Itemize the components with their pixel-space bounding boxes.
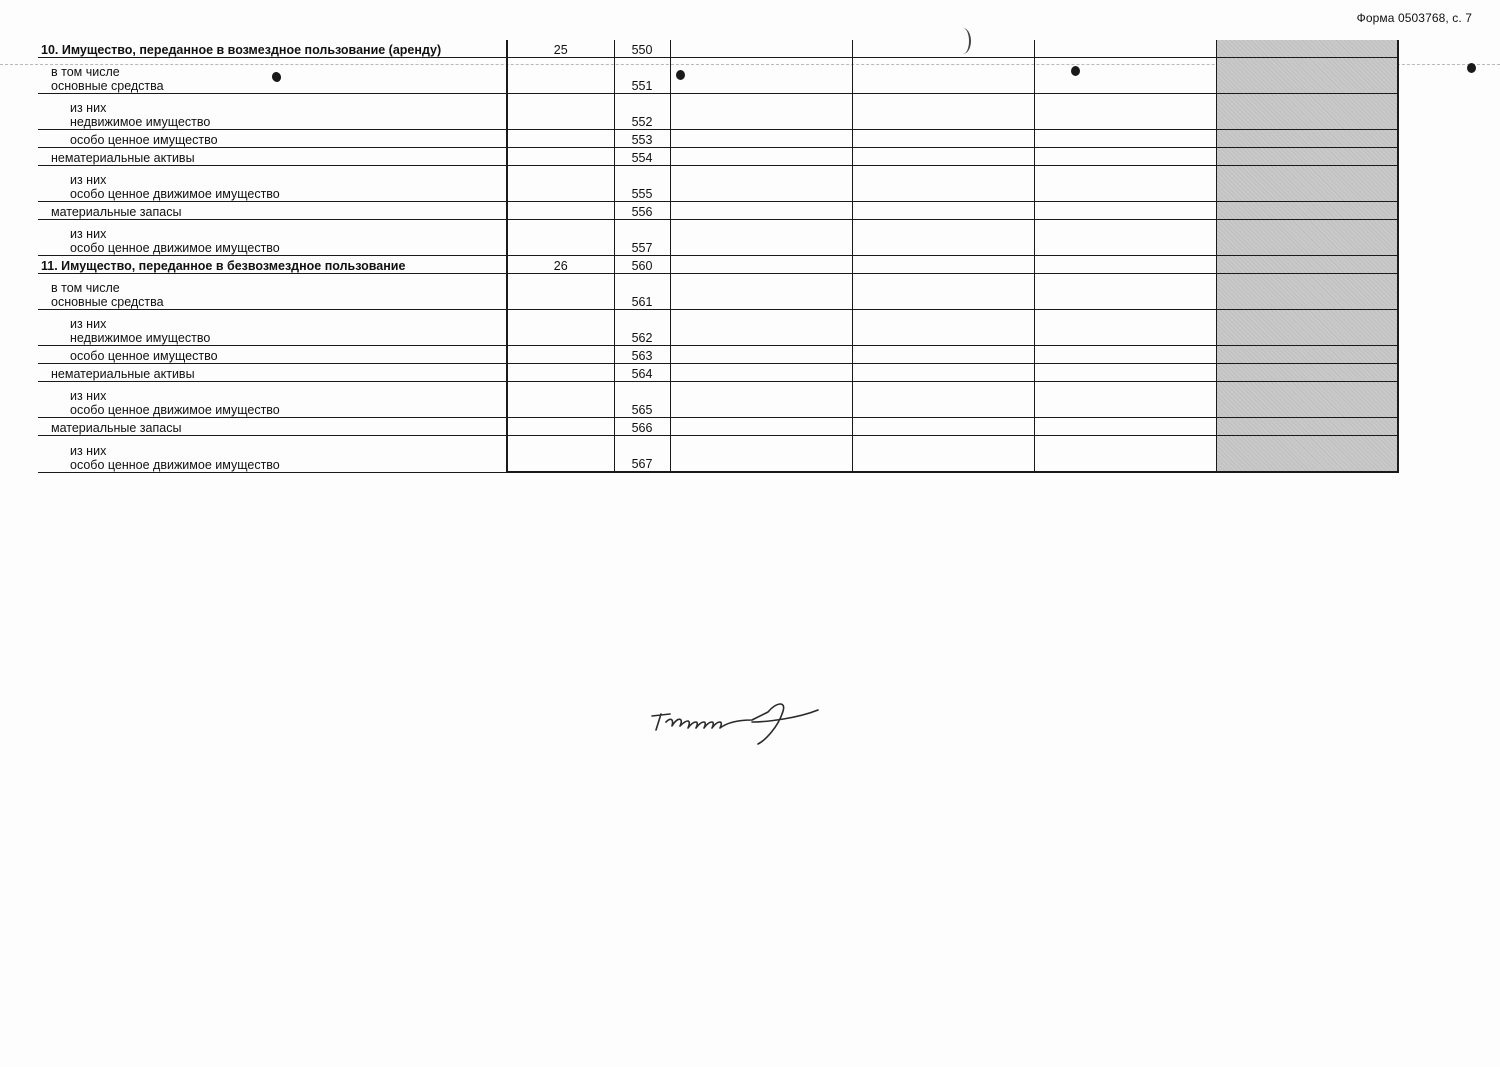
value-cell (852, 148, 1034, 166)
note-number-cell (507, 202, 614, 220)
value-cell (1034, 274, 1216, 310)
value-cell (852, 220, 1034, 256)
signature (648, 692, 823, 750)
value-cell (852, 364, 1034, 382)
value-cell (852, 436, 1034, 473)
value-cell (670, 346, 852, 364)
row-label-prefix: из них (70, 227, 107, 241)
table-row (38, 94, 1398, 130)
line-code-cell: 554 (614, 148, 670, 166)
line-code-cell: 557 (614, 220, 670, 256)
row-label: 10. Имущество, переданное в возмездное пользование (аренду) (38, 40, 507, 58)
shaded-value-cell (1216, 40, 1398, 58)
note-number-cell (507, 220, 614, 256)
row-label: особо ценное имущество (38, 130, 507, 148)
table-row (38, 274, 1398, 310)
note-number-cell (507, 436, 614, 473)
shaded-value-cell (1216, 418, 1398, 436)
line-code-cell: 561 (614, 274, 670, 310)
table-row (38, 202, 1398, 220)
value-cell (670, 202, 852, 220)
note-number-cell (507, 382, 614, 418)
table-body (38, 40, 1398, 472)
row-label-prefix: в том числе (51, 281, 120, 295)
note-number-cell (507, 364, 614, 382)
row-label: нематериальные активы (38, 364, 507, 382)
line-code-cell: 562 (614, 310, 670, 346)
table-row (38, 364, 1398, 382)
shaded-value-cell (1216, 166, 1398, 202)
note-number-cell (507, 274, 614, 310)
row-label-text: недвижимое имущество (70, 331, 211, 345)
shaded-value-cell (1216, 256, 1398, 274)
line-code-cell: 555 (614, 166, 670, 202)
table-row (38, 418, 1398, 436)
value-cell (852, 274, 1034, 310)
value-cell (1034, 418, 1216, 436)
value-cell (670, 418, 852, 436)
value-cell (1034, 130, 1216, 148)
value-cell (1034, 364, 1216, 382)
line-code-cell: 551 (614, 58, 670, 94)
value-cell (670, 436, 852, 473)
row-label-prefix: в том числе (51, 65, 120, 79)
row-label: материальные запасы (38, 202, 507, 220)
line-code-cell: 553 (614, 130, 670, 148)
value-cell (852, 418, 1034, 436)
table-row (38, 166, 1398, 202)
value-cell (852, 256, 1034, 274)
value-cell (670, 40, 852, 58)
row-label-text: особо ценное движимое имущество (70, 403, 280, 417)
row-label (38, 94, 507, 130)
row-label-text: основные средства (51, 295, 164, 309)
value-cell (852, 202, 1034, 220)
row-label (38, 382, 507, 418)
table-row (38, 436, 1398, 473)
note-number-cell (507, 94, 614, 130)
form-number: Форма 0503768, с. 7 (1356, 11, 1472, 25)
line-code-cell: 563 (614, 346, 670, 364)
note-number-cell (507, 58, 614, 94)
table-row (38, 148, 1398, 166)
value-cell (670, 220, 852, 256)
shaded-value-cell (1216, 364, 1398, 382)
row-label-prefix: из них (70, 389, 107, 403)
value-cell (852, 382, 1034, 418)
note-number-cell (507, 418, 614, 436)
value-cell (670, 94, 852, 130)
shaded-value-cell (1216, 148, 1398, 166)
shaded-value-cell (1216, 130, 1398, 148)
line-code-cell: 552 (614, 94, 670, 130)
line-code-cell: 566 (614, 418, 670, 436)
value-cell (670, 364, 852, 382)
value-cell (852, 346, 1034, 364)
note-number-cell (507, 346, 614, 364)
row-label-text: недвижимое имущество (70, 115, 211, 129)
note-number-cell (507, 130, 614, 148)
value-cell (1034, 256, 1216, 274)
shaded-value-cell (1216, 382, 1398, 418)
value-cell (670, 310, 852, 346)
line-code-cell: 564 (614, 364, 670, 382)
row-label (38, 436, 507, 473)
value-cell (852, 94, 1034, 130)
row-label: особо ценное имущество (38, 346, 507, 364)
value-cell (1034, 346, 1216, 364)
row-label-text: особо ценное движимое имущество (70, 241, 280, 255)
row-label-prefix: из них (70, 101, 107, 115)
shaded-value-cell (1216, 346, 1398, 364)
row-label-prefix: из них (70, 443, 107, 458)
value-cell (852, 58, 1034, 94)
value-cell (1034, 202, 1216, 220)
row-label: нематериальные активы (38, 148, 507, 166)
line-code-cell: 565 (614, 382, 670, 418)
table-row (38, 310, 1398, 346)
value-cell (852, 40, 1034, 58)
shaded-value-cell (1216, 58, 1398, 94)
row-label-text: особо ценное движимое имущество (70, 187, 280, 201)
shaded-value-cell (1216, 436, 1398, 473)
value-cell (670, 166, 852, 202)
shaded-value-cell (1216, 202, 1398, 220)
table-row (38, 346, 1398, 364)
value-cell (670, 58, 852, 94)
shaded-value-cell (1216, 274, 1398, 310)
table-row (38, 382, 1398, 418)
line-code-cell: 556 (614, 202, 670, 220)
value-cell (1034, 94, 1216, 130)
value-cell (670, 256, 852, 274)
line-code-cell: 567 (614, 436, 670, 473)
value-cell (670, 382, 852, 418)
note-number-cell (507, 166, 614, 202)
table-row (38, 220, 1398, 256)
value-cell (1034, 148, 1216, 166)
line-code-cell: 560 (614, 256, 670, 274)
shaded-value-cell (1216, 310, 1398, 346)
value-cell (1034, 166, 1216, 202)
value-cell (1034, 40, 1216, 58)
table-row (38, 256, 1398, 274)
shaded-value-cell (1216, 220, 1398, 256)
note-number-cell: 26 (507, 256, 614, 274)
value-cell (852, 166, 1034, 202)
row-label (38, 166, 507, 202)
row-label-text: основные средства (51, 79, 164, 93)
row-label (38, 274, 507, 310)
value-cell (1034, 220, 1216, 256)
row-label-text: особо ценное движимое имущество (70, 457, 280, 472)
value-cell (852, 130, 1034, 148)
table-row (38, 130, 1398, 148)
line-code-cell: 550 (614, 40, 670, 58)
row-label (38, 58, 507, 94)
note-number-cell: 25 (507, 40, 614, 58)
punch-hole-mark (1467, 63, 1476, 73)
row-label (38, 220, 507, 256)
row-label: материальные запасы (38, 418, 507, 436)
value-cell (1034, 310, 1216, 346)
value-cell (1034, 436, 1216, 473)
row-label: 11. Имущество, переданное в безвозмездное пользование (38, 256, 507, 274)
value-cell (1034, 58, 1216, 94)
table-row (38, 58, 1398, 94)
row-label (38, 310, 507, 346)
value-cell (670, 274, 852, 310)
value-cell (1034, 382, 1216, 418)
note-number-cell (507, 310, 614, 346)
row-label-prefix: из них (70, 317, 107, 331)
value-cell (852, 310, 1034, 346)
table-row (38, 40, 1398, 58)
note-number-cell (507, 148, 614, 166)
row-label-prefix: из них (70, 173, 107, 187)
value-cell (670, 130, 852, 148)
shaded-value-cell (1216, 94, 1398, 130)
value-cell (670, 148, 852, 166)
property-table (38, 40, 1399, 473)
